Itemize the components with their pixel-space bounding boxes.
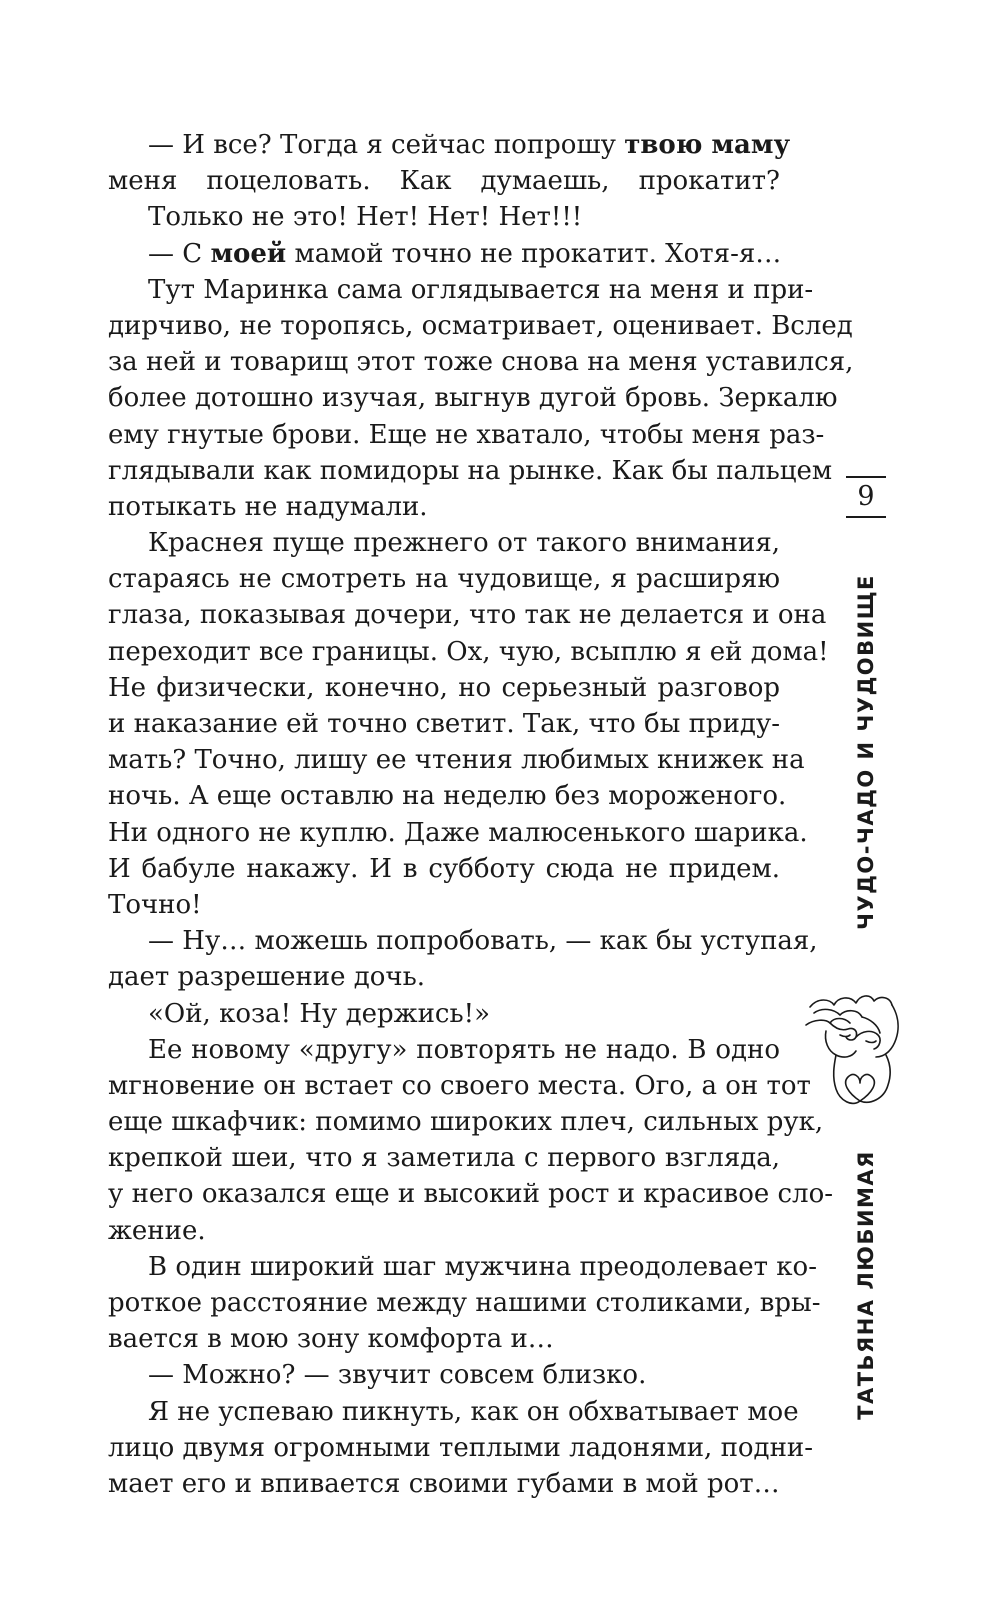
text-line: за ней и товарищ этот тоже снова на меня уставился, [108, 347, 854, 378]
page-number: 9 [857, 481, 875, 512]
text-line: Только не это! Нет! Нет! Нет!!! [148, 202, 583, 233]
text-line: — С моей мамой точно не прокатит. Хотя-я… [148, 238, 782, 269]
text-line: ночь. А еще оставлю на неделю без мороженого. [108, 781, 787, 812]
page-number-block [838, 472, 894, 548]
text-line: — Можно? — звучит совсем близко. [148, 1360, 647, 1391]
text-line: Я не успеваю пикнуть, как он обхватывает мое [148, 1396, 799, 1427]
text-line: Точно! [108, 889, 202, 920]
text-line: В один широкий шаг мужчина преодолевает ко- [148, 1251, 817, 1282]
text-line: и наказание ей точно светит. Так, что бы приду- [108, 709, 780, 739]
text-line: у него оказался еще и высокий рост и красивое сло- [108, 1179, 834, 1210]
text-line: вается в мою зону комфорта и… [108, 1324, 554, 1355]
text-line: глаза, показывая дочери, что так не делается и она [108, 600, 827, 631]
text-line: ему гнутые брови. Еще не хватало, чтобы меня раз- [108, 419, 825, 450]
text-line: — Ну… можешь попробовать, — как бы уступая, [148, 926, 818, 957]
text-line: еще шкафчик: помимо широких плеч, сильных рук, [108, 1107, 824, 1138]
text-line: мает его и впивается своими губами в мой рот… [108, 1468, 780, 1499]
text-line: — И все? Тогда я сейчас попрошу твою маму [148, 130, 791, 160]
text-line: крепкой шеи, что я заметила с первого взгляда, [108, 1143, 780, 1174]
text-line: дирчиво, не торопясь, осматривает, оценивает. Вслед [108, 310, 853, 341]
text-line: лицо двумя огромными теплыми ладонями, подни- [108, 1432, 814, 1463]
page-number-rule-bottom [846, 516, 886, 518]
text-line: Не физически, конечно, но серьезный разговор [108, 672, 780, 703]
text-line: стараясь не смотреть на чудовище, я расширяю [108, 564, 780, 595]
text-line: «Ой, коза! Ну держись!» [148, 998, 490, 1029]
text-line: роткое расстояние между нашими столиками, вры- [108, 1288, 821, 1318]
text-line: более дотошно изучая, выгнув дугой бровь. Зеркалю [108, 383, 838, 414]
body-text [108, 127, 854, 1502]
text-line: переходит все границы. Ох, чую, всыплю я ей дома! [108, 636, 829, 667]
text-line: мать? Точно, лишу ее чтения любимых книжек на [108, 745, 805, 776]
text-line: жение. [108, 1215, 206, 1246]
text-line: потыкать не надумали. [108, 491, 428, 522]
page-number-rule-top [846, 476, 886, 478]
text-line: Ни одного не куплю. Даже малюсенького шарика. [108, 817, 808, 848]
text-line: меня поцеловать. Как думаешь, прокатит? [108, 166, 780, 197]
running-head-author: ТАТЬЯНА ЛЮБИМАЯ [854, 1150, 878, 1420]
text-line: Ее новому «другу» повторять не надо. В одно [148, 1034, 780, 1065]
text-line: Тут Маринка сама оглядывается на меня и при- [148, 274, 814, 305]
text-line: Краснея пуще прежнего от такого внимания, [148, 528, 780, 559]
couple-kiss-line-art-icon [800, 985, 920, 1110]
text-line: И бабуле накажу. И в субботу сюда не придем. [108, 853, 780, 884]
text-line: мгновение он встает со своего места. Ого, а он тот [108, 1070, 811, 1101]
text-line: глядывали как помидоры на рынке. Как бы пальцем [108, 455, 833, 486]
running-head-book-title: ЧУДО-ЧАДО И ЧУДОВИЩЕ [854, 574, 878, 930]
text-line: дает разрешение дочь. [108, 962, 426, 993]
